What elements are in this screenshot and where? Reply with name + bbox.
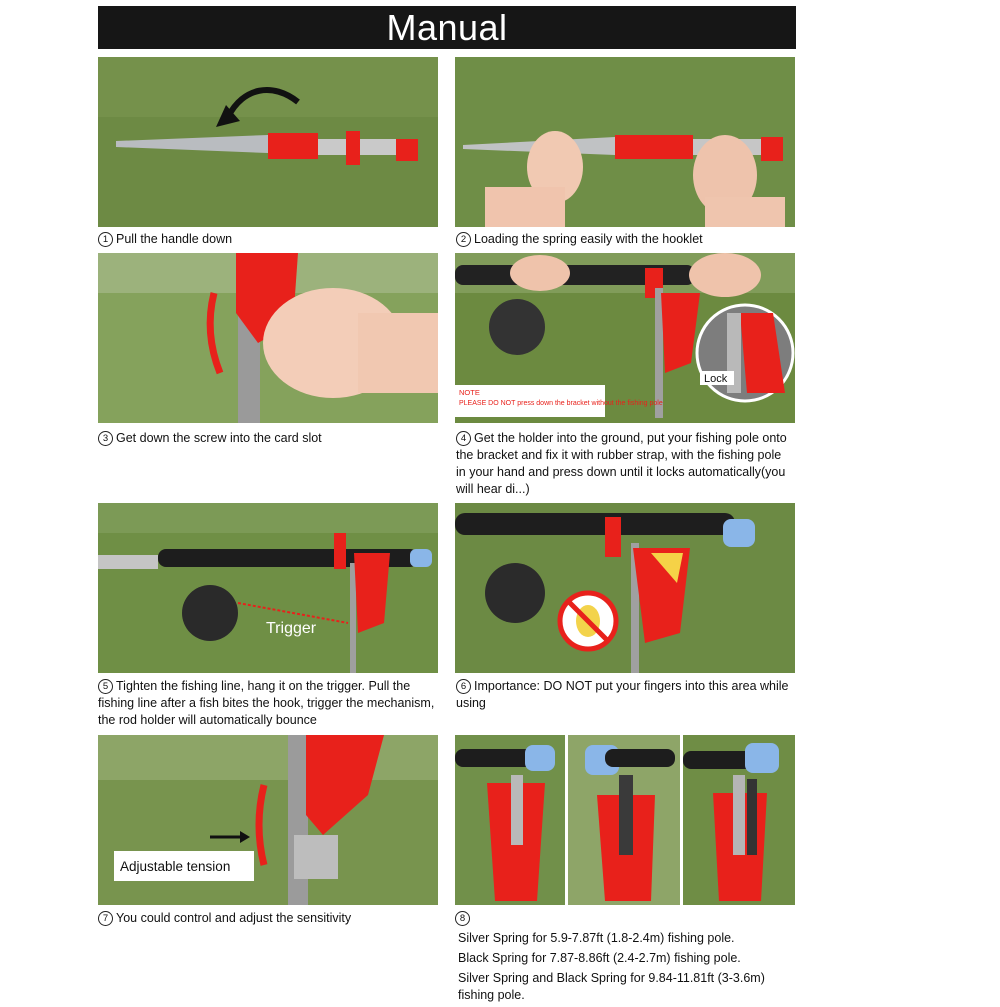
note-text: PLEASE DO NOT press down the bracket without the fishing pole [459, 400, 663, 407]
spring-panel-silver [455, 735, 565, 905]
photo-step-6 [455, 503, 795, 673]
caption-step-3: 3 Get down the screw into the card slot [98, 430, 322, 447]
note-title: NOTE [459, 388, 480, 397]
photo-step-5 [98, 503, 438, 673]
photo-step-8 [455, 735, 795, 905]
photo-step-3 [98, 253, 438, 423]
caption-step-7: 7 You could control and adjust the sensitivity [98, 910, 351, 927]
photo-step-4 [455, 253, 795, 423]
caption-step-6: 6 Importance: DO NOT put your fingers into this area while using [456, 679, 789, 710]
caption-step-2: 2 Loading the spring easily with the hooklet [456, 231, 703, 248]
caption-step-4: 4 Get the holder into the ground, put your fishing pole onto the bracket and fix it with rubber strap, with the fishing pole in your hand and press down until it locks automatically(you will hear di...) [456, 431, 787, 496]
caption-step-1: 1 Pull the handle down [98, 231, 232, 248]
trigger-label: Trigger [266, 620, 317, 637]
lock-label: Lock [704, 373, 728, 385]
spring-line-2: Black Spring for 7.87-8.86ft (2.4-2.7m) fishing pole. [458, 951, 741, 965]
spring-line-3: Silver Spring and Black Spring for 9.84-11.81ft (3-3.6m) fishing pole. [458, 971, 765, 1002]
caption-step-5: 5 Tighten the fishing line, hang it on the trigger. Pull the fishing line after a fish bites the hook, trigger the mechanism, the rod holder will automatically bounce [98, 679, 435, 727]
photo-step-2 [455, 57, 795, 227]
photo-step-7 [98, 735, 438, 905]
adjustable-tension-label: Adjustable tension [120, 859, 231, 874]
spring-panel-both [683, 735, 795, 905]
spring-line-1: Silver Spring for 5.9-7.87ft (1.8-2.4m) fishing pole. [458, 931, 735, 945]
spring-panel-black [568, 735, 680, 905]
photo-step-1 [98, 57, 438, 227]
page-title: Manual [386, 6, 508, 48]
caption-step-8: 8 Silver Spring for 5.9-7.87ft (1.8-2.4m) fishing pole. Black Spring for 7.87-8.86ft (2.4-2.7m) fishing pole. Silver Spring and Black Spring for 9.84-11.81ft (3-3.6m) fishing pole. [458, 910, 798, 1007]
manual-banner [98, 6, 796, 49]
